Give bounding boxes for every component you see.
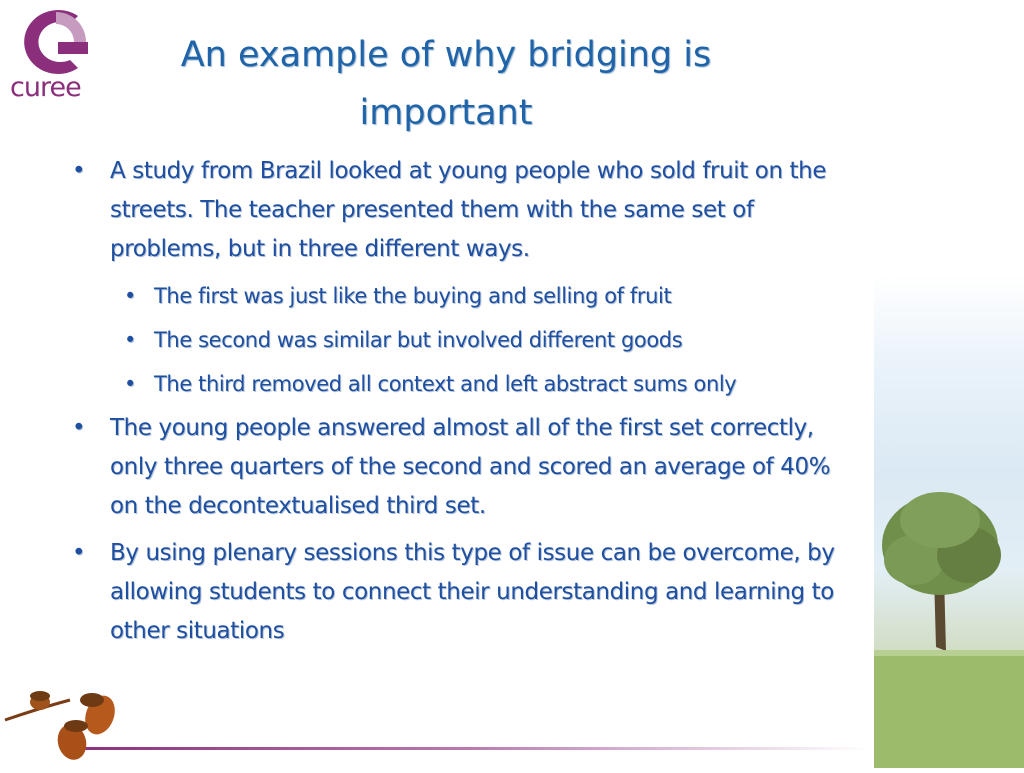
slide-title: An example of why bridging is important xyxy=(180,35,712,133)
sub-bullet-list xyxy=(70,277,860,403)
landscape-image xyxy=(874,275,1024,768)
bullet-2: • The young people answered almost all of the first set correctly, only three quarters of the second and scored an average of 40% on the decontextualised third set. xyxy=(70,409,860,526)
logo-text: curee xyxy=(10,72,81,103)
acorns-decoration xyxy=(0,680,130,768)
slide-body xyxy=(70,152,860,659)
bottom-divider xyxy=(70,747,870,750)
bullet-3: • By using plenary sessions this type of issue can be overcome, by allowing students to connect their understanding and learning to other situations xyxy=(70,534,860,651)
sub-bullet-2: • The second was similar but involved different goods xyxy=(70,321,860,359)
bullet-1: • A study from Brazil looked at young people who sold fruit on the streets. The teacher presented them with the same set of problems, but in three different ways. xyxy=(70,152,860,269)
sub-bullet-1: • The first was just like the buying and selling of fruit xyxy=(70,277,860,315)
sub-bullet-3: • The third removed all context and left abstract sums only xyxy=(70,365,860,403)
